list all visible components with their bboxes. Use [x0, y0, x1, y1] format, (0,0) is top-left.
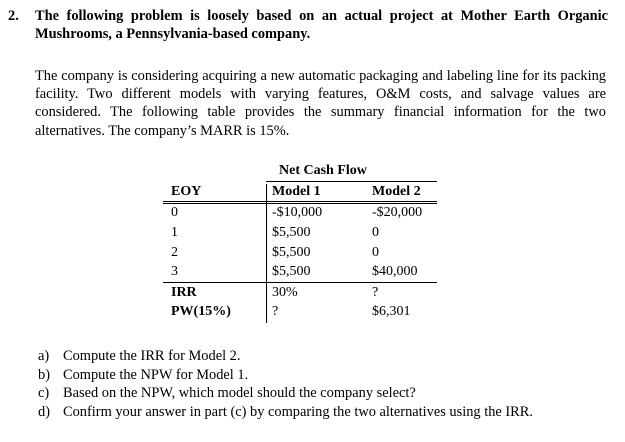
problem-number: 2. [8, 8, 19, 24]
net-cash-flow-header: Net Cash Flow [279, 163, 367, 178]
table-cell-eoy: 0 [171, 205, 178, 220]
table-cell-model-2: 0 [372, 245, 379, 260]
table-cell-model-1: $5,500 [272, 245, 311, 260]
table-cell-model-1: $5,500 [272, 264, 311, 279]
eoy-column-header: EOY [171, 184, 202, 199]
question-a [38, 347, 618, 366]
irr-model-2-value: ? [372, 285, 379, 300]
irr-model-1-value: 30% [272, 285, 298, 300]
question-d [38, 403, 618, 422]
table-cell-eoy: 2 [171, 245, 178, 260]
intro-paragraph: The company is considering acquiring a new automatic packaging and labeling line for its packing facility. Two different models with varying features, O&M costs, and salvage values are considered. The following table provides the summary financial information for the two alternatives. The company’s MARR is 15%. [35, 68, 606, 139]
model-1-column-header: Model 1 [272, 184, 321, 199]
problem-header [8, 7, 608, 43]
summary-rule [163, 282, 437, 283]
table-cell-model-1: $5,500 [272, 225, 311, 240]
question-text: Compute the NPW for Model 1. [63, 366, 249, 383]
irr-row-label: IRR [171, 285, 197, 300]
question-text: Confirm your answer in part (c) by comparing the two alternatives using the IRR. [63, 403, 533, 420]
table-cell-model-2: $40,000 [372, 264, 418, 279]
pw-model-2-value: $6,301 [372, 304, 411, 319]
question-b [38, 366, 618, 385]
question-letter: d) [38, 403, 50, 420]
question-list [38, 347, 618, 421]
question-letter: a) [38, 348, 50, 364]
question-letter: c) [38, 385, 50, 401]
pw-row-label: PW(15%) [171, 304, 231, 319]
question-c [38, 384, 618, 403]
header-rule-top [163, 201, 437, 202]
question-letter: b) [38, 366, 50, 383]
header-rule-bottom [163, 203, 437, 204]
eoy-column-divider [266, 184, 267, 323]
question-text: Based on the NPW, which model should the company select? [63, 385, 416, 401]
table-cell-eoy: 1 [171, 225, 178, 240]
pw-model-1-value: ? [272, 304, 279, 319]
problem-title: The following problem is loosely based on an actual project at Mother Earth Organic Mushrooms, a Pennsylvania-based company. [35, 8, 608, 42]
model-2-column-header: Model 2 [372, 184, 421, 199]
group-header-rule [266, 181, 437, 182]
question-text: Compute the IRR for Model 2. [63, 348, 241, 364]
table-cell-model-1: -$10,000 [272, 205, 323, 220]
table-cell-model-2: -$20,000 [372, 205, 423, 220]
table-cell-model-2: 0 [372, 225, 379, 240]
table-cell-eoy: 3 [171, 264, 178, 279]
